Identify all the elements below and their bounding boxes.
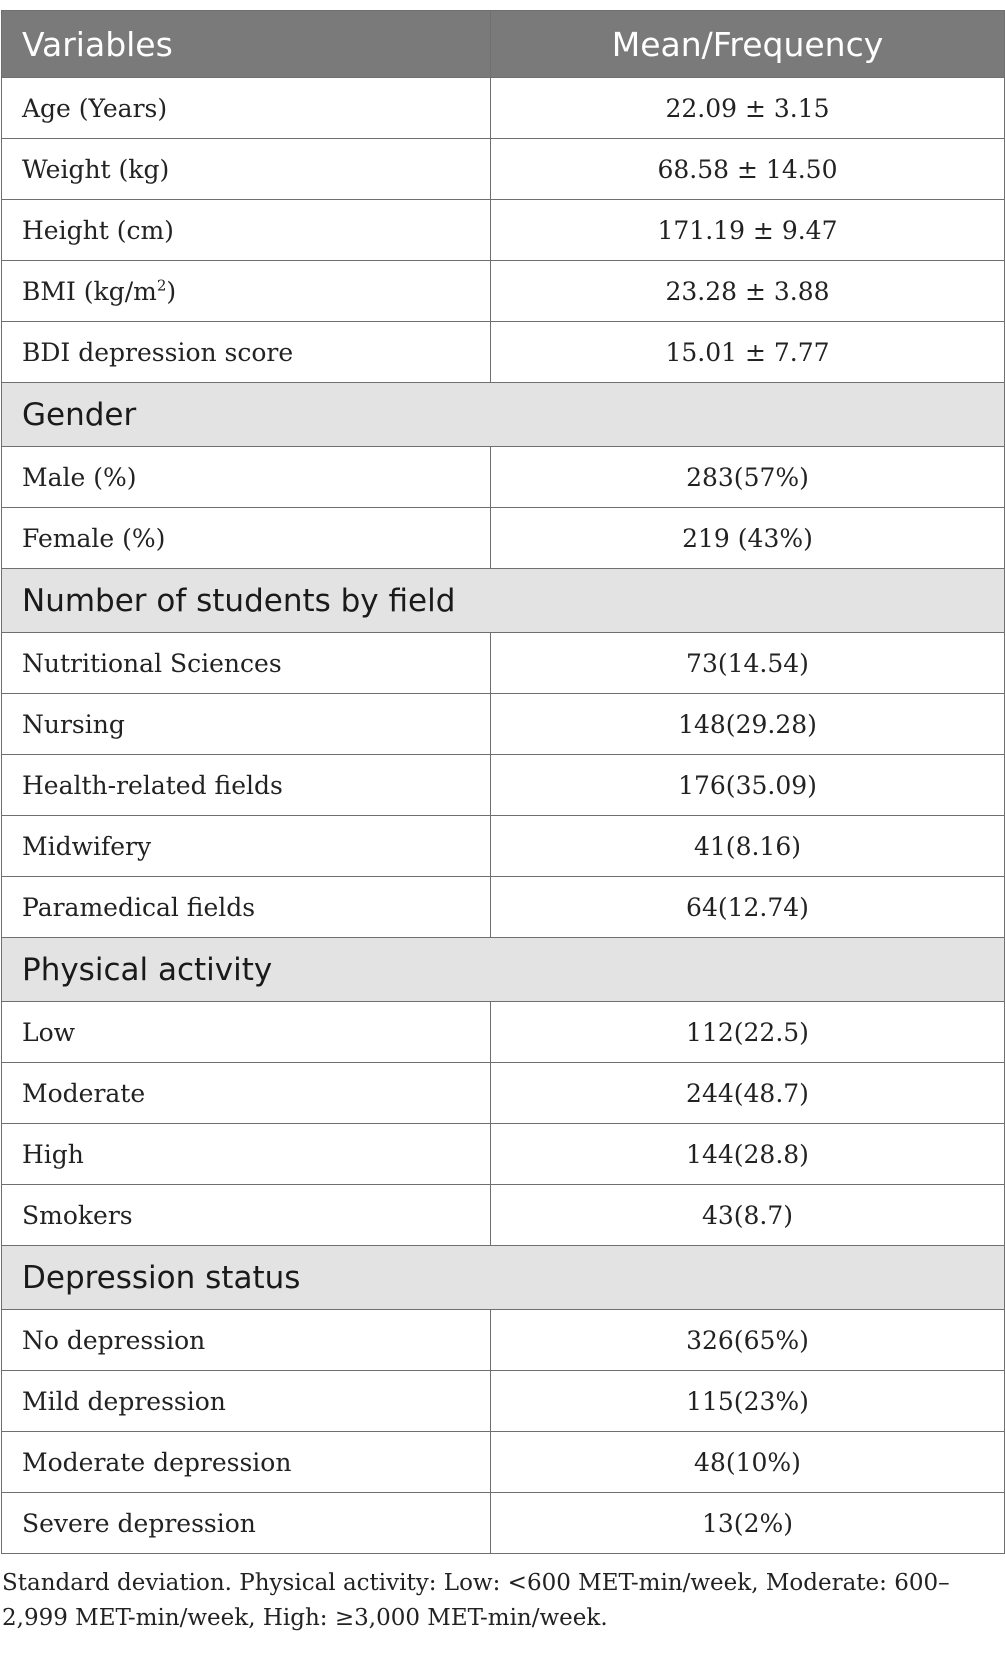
row-label: Mild depression (2, 1371, 491, 1432)
header-mean-frequency: Mean/Frequency (491, 11, 1005, 78)
table-row (2, 447, 1005, 508)
section-title: Gender (2, 383, 1005, 447)
row-value: 112(22.5) (491, 1002, 1005, 1063)
header-variables: Variables (2, 11, 491, 78)
row-label: Height (cm) (2, 200, 491, 261)
table-row (2, 322, 1005, 383)
row-label: Nutritional Sciences (2, 633, 491, 694)
row-label: Male (%) (2, 447, 491, 508)
table-row (2, 1432, 1005, 1493)
table-row (2, 1185, 1005, 1246)
row-label: Nursing (2, 694, 491, 755)
row-label-bmi (2, 261, 491, 322)
row-value: 68.58 ± 14.50 (491, 139, 1005, 200)
table-row (2, 1063, 1005, 1124)
row-label: Weight (kg) (2, 139, 491, 200)
row-value: 15.01 ± 7.77 (491, 322, 1005, 383)
row-value: 48(10%) (491, 1432, 1005, 1493)
table-row (2, 1493, 1005, 1554)
row-label: Low (2, 1002, 491, 1063)
table-row (2, 1371, 1005, 1432)
row-label: Severe depression (2, 1493, 491, 1554)
row-value: 64(12.74) (491, 877, 1005, 938)
section-header-field (2, 569, 1005, 633)
row-value: 22.09 ± 3.15 (491, 78, 1005, 139)
row-value: 326(65%) (491, 1310, 1005, 1371)
row-value: 23.28 ± 3.88 (491, 261, 1005, 322)
row-label: Health-related fields (2, 755, 491, 816)
row-value: 144(28.8) (491, 1124, 1005, 1185)
row-label: Age (Years) (2, 78, 491, 139)
table-row (2, 508, 1005, 569)
row-value: 13(2%) (491, 1493, 1005, 1554)
descriptive-statistics-table (1, 10, 1005, 1554)
row-value: 244(48.7) (491, 1063, 1005, 1124)
table-row (2, 1002, 1005, 1063)
table-row (2, 139, 1005, 200)
row-value: 43(8.7) (491, 1185, 1005, 1246)
row-value: 73(14.54) (491, 633, 1005, 694)
row-label: Midwifery (2, 816, 491, 877)
row-value: 115(23%) (491, 1371, 1005, 1432)
table-row (2, 633, 1005, 694)
table-row (2, 1124, 1005, 1185)
header-row (2, 11, 1005, 78)
row-label: Paramedical fields (2, 877, 491, 938)
section-title: Number of students by field (2, 569, 1005, 633)
bmi-label-superscript: 2 (156, 276, 167, 295)
table-row (2, 877, 1005, 938)
table-row (2, 261, 1005, 322)
table-row (2, 200, 1005, 261)
bmi-label-main: BMI (kg/m (22, 276, 157, 306)
section-title: Physical activity (2, 938, 1005, 1002)
row-label: Moderate (2, 1063, 491, 1124)
row-label: BDI depression score (2, 322, 491, 383)
row-value: 219 (43%) (491, 508, 1005, 569)
section-header-physical-activity (2, 938, 1005, 1002)
section-title: Depression status (2, 1246, 1005, 1310)
row-label: Female (%) (2, 508, 491, 569)
row-label: Moderate depression (2, 1432, 491, 1493)
row-value: 148(29.28) (491, 694, 1005, 755)
table-container (0, 10, 1005, 1636)
row-label: No depression (2, 1310, 491, 1371)
row-value: 171.19 ± 9.47 (491, 200, 1005, 261)
table-row (2, 755, 1005, 816)
table-row (2, 78, 1005, 139)
table-row (2, 694, 1005, 755)
table-footnote: Standard deviation. Physical activity: Low: <600 MET-min/week, Moderate: 600–2,999 MET-min/week, High: ≥3,000 MET-min/week. (2, 1570, 950, 1631)
bmi-label-end: ) (166, 276, 177, 306)
row-value: 41(8.16) (491, 816, 1005, 877)
row-label: High (2, 1124, 491, 1185)
row-label: Smokers (2, 1185, 491, 1246)
section-header-depression-status (2, 1246, 1005, 1310)
row-value: 283(57%) (491, 447, 1005, 508)
table-row (2, 1310, 1005, 1371)
table-row (2, 816, 1005, 877)
row-value: 176(35.09) (491, 755, 1005, 816)
section-header-gender (2, 383, 1005, 447)
